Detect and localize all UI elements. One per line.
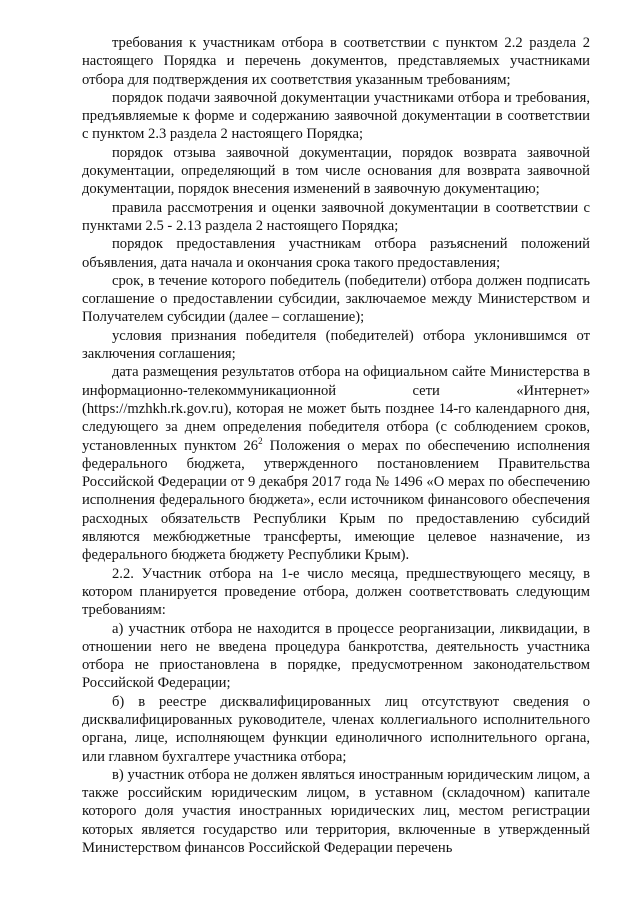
results-text-after: Положения о мерах по обеспечению исполнения федерального бюджета, утвержденного постановлением Правительства Российской Федерации от 9 декабря 2017 года № 1496 «О мерах по обеспечению исполнения федерального бюджета», если источником финансового обеспечения расходных обязательств Республики Крым по предоставлению субсидий являются межбюджетные трансферты, имеющие целевое назначение, из федерального бюджета бюджету Республики Крым). (82, 437, 590, 564)
paragraph-review-rules: правила рассмотрения и оценки заявочной документации в соответствии с пунктами 2.5 - 2.13 раздела 2 настоящего Порядка; (82, 199, 590, 234)
paragraph-requirements: требования к участникам отбора в соответствии с пунктом 2.2 раздела 2 настоящего Порядка и перечень документов, представляемых участниками отбора для подтверждения их соответствия указанным требованиям; (82, 35, 590, 88)
paragraph-clarifications: порядок предоставления участникам отбора разъяснений положений объявления, дата начала и окончания срока такого предоставления; (82, 236, 590, 271)
paragraph-item-b: б) в реестре дисквалифицированных лиц отсутствуют сведения о дисквалифицированных руководителе, членах коллегиального исполнительного органа, лице, исполняющем функции единоличного исполнительного органа, или главном бухгалтере участника отбора; (82, 693, 590, 765)
paragraph-evasion-conditions: условия признания победителя (победителей) отбора уклонившимся от заключения соглашения; (82, 327, 590, 363)
paragraph-section-2-2: 2.2. Участник отбора на 1-е число месяца, предшествующего месяцу, в котором планируется проведение отбора, должен соответствовать следующим требованиям: (82, 565, 590, 619)
paragraph-item-a: а) участник отбора не находится в процессе реорганизации, ликвидации, в отношении него не введена процедура банкротства, деятельность участника отбора не приостановлена в порядке, предусмотренном законодательством Российской Федерации; (82, 620, 590, 692)
paragraph-agreement-deadline: срок, в течение которого победитель (победители) отбора должен подписать соглашение о предоставлении субсидии, заключаемое между Министерством и Получателем субсидии (далее – соглашение); (82, 272, 590, 326)
results-text-before: дата размещения результатов отбора на официальном сайте Министерства в информационно-телекоммуникационной сети «Интернет» (https://mzhkh.rk.gov.ru), которая не может быть позднее 14-го календарного дня, следующего за днем определения победителя отбора (с соблюдением сроков, установленных пунктом 26 (82, 364, 590, 454)
paragraph-withdrawal-procedure: порядок отзыва заявочной документации, порядок возврата заявочной документации, определяющий в том числе основания для возврата заявочной документации, порядок внесения изменений в заявочную документацию; (82, 144, 590, 198)
paragraph-item-c: в) участник отбора не должен являться иностранным юридическим лицом, а также российским юридическим лицом, в уставном (складочном) капитале которого доля участия иностранных юридических лиц, местом регистрации которых является государство или территория, включенные в утвержденный Министерством финансов Российской Федерации перечень (82, 766, 590, 857)
footnote-superscript: 2 (258, 435, 263, 446)
paragraph-submission-procedure: порядок подачи заявочной документации участниками отбора и требования, предъявляемые к форме и содержанию заявочной документации в соответствии с пунктом 2.3 раздела 2 настоящего Порядка; (82, 89, 590, 143)
paragraph-results-publication (82, 363, 590, 564)
